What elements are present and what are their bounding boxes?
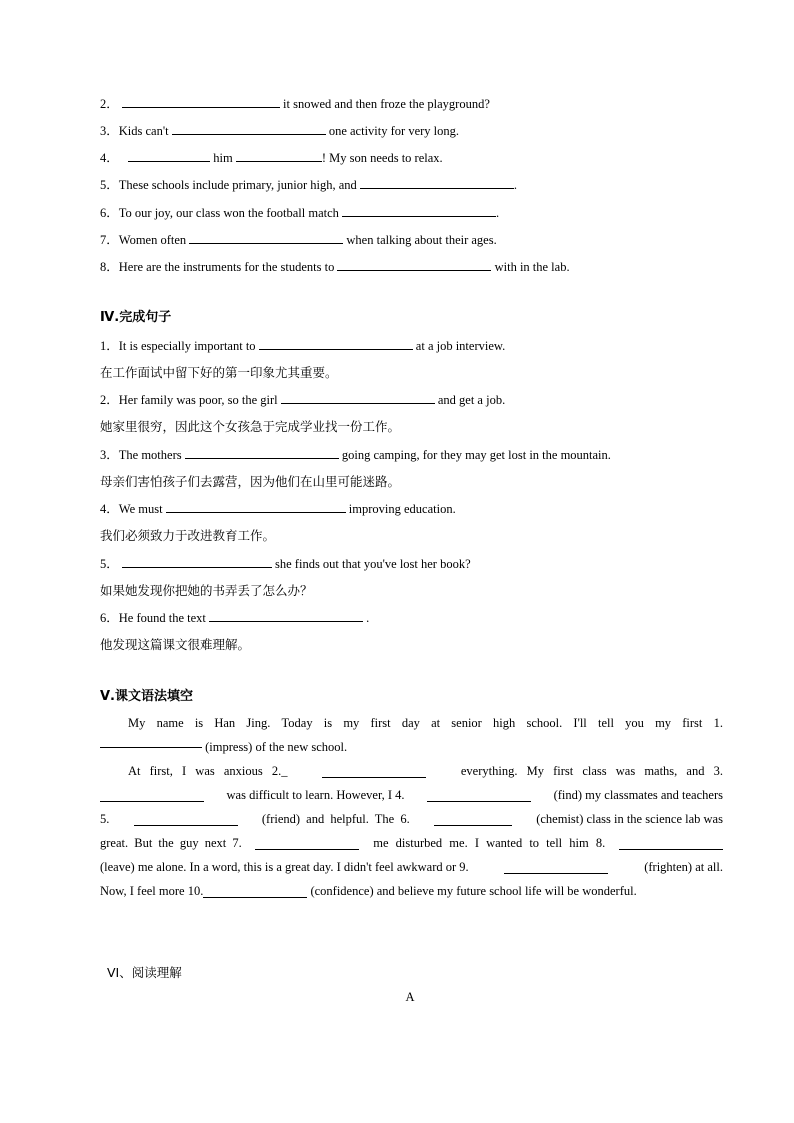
s4-item-2: 2．Her family was poor, so the girl and get a job. [100, 393, 506, 407]
answer-blank[interactable] [337, 258, 491, 271]
passage-word: My [128, 716, 146, 730]
passage-word: at [431, 716, 441, 730]
answer-blank[interactable] [128, 149, 210, 162]
answer-blank-3[interactable] [100, 789, 204, 802]
answer-blank[interactable] [342, 204, 496, 217]
s4-item-6: 6．He found the text . [100, 611, 370, 625]
section-4-heading: Ⅳ.完成句子 [100, 310, 172, 325]
s4-item-4-translation: 我们必须致力于改进教育工作。 [100, 528, 276, 543]
s3-item-4: 4． him ! My son needs to relax. [100, 151, 443, 165]
passage-word: 1. [713, 716, 723, 730]
passage-row: Now, I feel more 10. (confidence) and believe my future school life will be wonderful. [100, 884, 637, 898]
s3-item-6: 6．To our joy, our class won the football match . [100, 206, 500, 220]
passage-word: school. [526, 716, 563, 730]
answer-blank-1[interactable] [100, 735, 202, 748]
passage-row: (leave) me alone. In a word, this is a great day. I didn't feel awkward or 9. (frighten) at all. [100, 860, 723, 874]
answer-blank[interactable] [236, 149, 322, 162]
passage-word: is [194, 716, 204, 730]
answer-blank-2[interactable] [322, 765, 426, 778]
passage-word: is [323, 716, 333, 730]
answer-blank[interactable] [185, 446, 339, 459]
s3-item-7: 7．Women often when talking about their ages. [100, 233, 497, 247]
s4-item-6-translation: 他发现这篇课文很难理解。 [100, 637, 251, 652]
passage-word: high [493, 716, 516, 730]
passage-word: day [401, 716, 420, 730]
answer-blank-6[interactable] [434, 813, 512, 826]
s4-item-4: 4．We must improving education. [100, 502, 456, 516]
answer-blank[interactable] [259, 337, 413, 350]
section-5-heading: Ⅴ.课文语法填空 [100, 689, 193, 704]
passage-word: tell [597, 716, 614, 730]
passage-word: senior [451, 716, 482, 730]
passage-word: you [625, 716, 644, 730]
passage-word: first [370, 716, 391, 730]
answer-blank-7[interactable] [255, 837, 359, 850]
answer-blank-9[interactable] [504, 861, 608, 874]
s3-item-3: 3．Kids can't one activity for very long. [100, 124, 459, 138]
passage-label: A [405, 990, 415, 1004]
s3-item-8: 8．Here are the instruments for the students to with in the lab. [100, 260, 570, 274]
passage-row: 5. (friend) and helpful. The 6. (chemist) class in the science lab was [100, 812, 723, 826]
answer-blank[interactable] [166, 500, 346, 513]
passage-row: (impress) of the new school. [100, 735, 723, 759]
answer-blank[interactable] [122, 555, 272, 568]
s4-item-2-translation: 她家里很穷，因此这个女孩急于完成学业找一份工作。 [100, 419, 401, 434]
passage-word: Jing. [246, 716, 271, 730]
passage-word: Today [281, 716, 313, 730]
answer-blank-4[interactable] [427, 789, 531, 802]
answer-blank-10[interactable] [203, 885, 307, 898]
answer-blank[interactable] [122, 95, 280, 108]
s4-item-3: 3．The mothers going camping, for they may get lost in the mountain. [100, 448, 611, 462]
s4-item-1: 1．It is especially important to at a job interview. [100, 339, 506, 353]
s4-item-1-translation: 在工作面试中留下好的第一印象尤其重要。 [100, 365, 338, 380]
passage-row: great. But the guy next 7. me disturbed me. I wanted to tell him 8. [100, 831, 723, 855]
passage-word: I'll [573, 716, 587, 730]
s3-item-2: 2． it snowed and then froze the playground? [100, 97, 490, 111]
passage-word: my [655, 716, 672, 730]
answer-blank[interactable] [189, 231, 343, 244]
answer-blank[interactable] [281, 391, 435, 404]
answer-blank[interactable] [172, 122, 326, 135]
s4-item-5: 5． she finds out that you've lost her book? [100, 557, 471, 571]
passage-row: was difficult to learn. However, I 4. (find) my classmates and teachers [100, 783, 723, 807]
answer-blank-5[interactable] [134, 813, 238, 826]
passage-row: At first, I was anxious 2._ everything. My first class was maths, and 3. [128, 764, 723, 778]
answer-blank[interactable] [360, 176, 514, 189]
cloze-passage [100, 711, 723, 903]
s3-item-5: 5．These schools include primary, junior high, and . [100, 178, 518, 192]
s4-item-5-translation: 如果她发现你把她的书弄丢了怎么办？ [100, 583, 313, 598]
passage-row [100, 711, 723, 735]
passage-word: my [343, 716, 360, 730]
passage-word: name [156, 716, 184, 730]
answer-blank-8[interactable] [619, 837, 723, 850]
passage-word: first [682, 716, 703, 730]
passage-word: Han [214, 716, 236, 730]
section-6-heading: VI、阅读理解 [107, 965, 182, 980]
answer-blank[interactable] [209, 609, 363, 622]
s4-item-3-translation: 母亲们害怕孩子们去露营，因为他们在山里可能迷路。 [100, 474, 401, 489]
